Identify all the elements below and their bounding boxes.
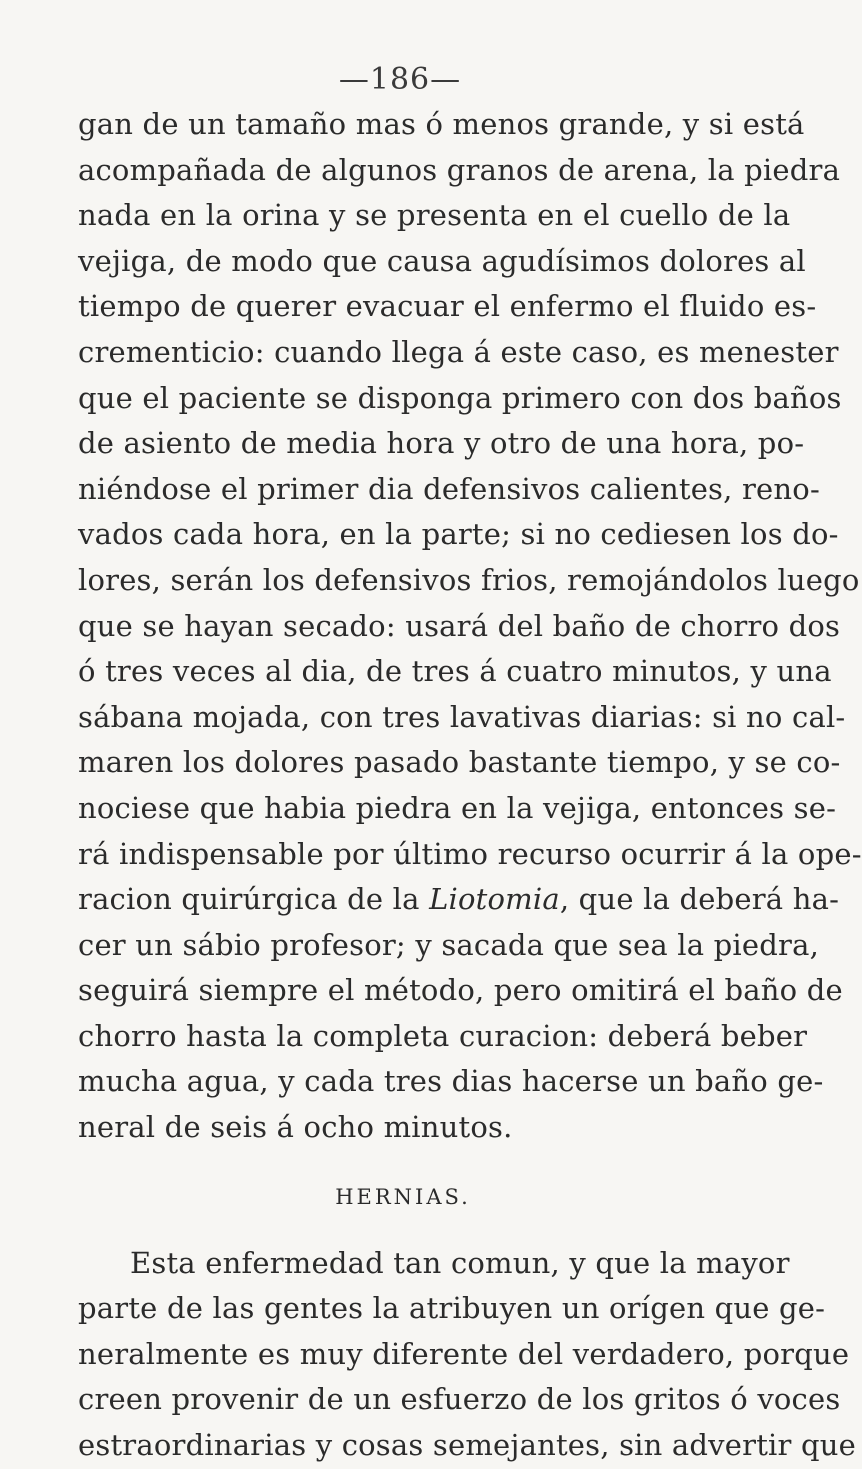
text-line-with-italic xyxy=(78,877,840,923)
text-line: nada en la orina y se presenta en el cuello de la xyxy=(78,198,791,233)
text-line: ó tres veces al dia, de tres á cuatro minutos, y una xyxy=(78,654,832,689)
text-line: neralmente es muy diferente del verdadero, porque xyxy=(78,1336,850,1371)
text-line: vejiga, de modo que causa agudísimos dolores al xyxy=(78,243,806,278)
text-line: mucha agua, y cada tres dias hacerse un baño ge- xyxy=(78,1064,824,1099)
paragraph-2 xyxy=(78,1241,857,1469)
text-line: niéndose el primer dia defensivos calientes, reno- xyxy=(78,471,820,506)
text-line: lores, serán los defensivos frios, remojándolos luego xyxy=(78,562,860,597)
text-line: nociese que habia piedra en la vejiga, entonces se- xyxy=(78,790,837,825)
text-segment: racion quirúrgica de la xyxy=(78,882,430,917)
text-line: neral de seis á ocho minutos. xyxy=(78,1110,513,1145)
text-segment: , que la deberá ha- xyxy=(559,882,840,917)
text-line: creen provenir de un esfuerzo de los gritos ó voces xyxy=(78,1382,841,1417)
italic-term: Liotomia xyxy=(429,882,560,917)
text-line: maren los dolores pasado bastante tiempo, y se co- xyxy=(78,745,841,780)
text-line: crementicio: cuando llega á este caso, es menester xyxy=(78,334,839,369)
text-line: de asiento de media hora y otro de una hora, po- xyxy=(78,426,805,461)
text-line: estraordinarias y cosas semejantes, sin advertir que xyxy=(78,1428,857,1463)
paragraph-1 xyxy=(78,102,862,1151)
text-line: rá indispensable por último recurso ocurrir á la ope- xyxy=(78,836,862,871)
text-line: chorro hasta la completa curacion: deberá beber xyxy=(78,1018,808,1053)
page-body xyxy=(78,102,862,1469)
text-line: que se hayan secado: usará del baño de chorro dos xyxy=(78,608,841,643)
text-line: seguirá siempre el método, pero omitirá el baño de xyxy=(78,973,843,1008)
text-line: cer un sábio profesor; y sacada que sea la piedra, xyxy=(78,927,819,962)
text-line: Esta enfermedad tan comun, y que la mayor xyxy=(130,1245,790,1280)
text-line: gan de un tamaño mas ó menos grande, y si está xyxy=(78,107,805,141)
page-number: —186— xyxy=(338,62,462,97)
text-line: vados cada hora, en la parte; si no cediesen los do- xyxy=(78,517,839,552)
text-line: que el paciente se disponga primero con dos baños xyxy=(78,380,842,415)
text-line: acompañada de algunos granos de arena, la piedra xyxy=(78,152,841,187)
text-line: parte de las gentes la atribuyen un orígen que ge- xyxy=(78,1291,826,1326)
text-line: tiempo de querer evacuar el enfermo el fluido es- xyxy=(78,289,817,324)
text-line: sábana mojada, con tres lavativas diarias: si no cal- xyxy=(78,699,846,734)
section-heading: HERNIAS. xyxy=(335,1184,471,1209)
